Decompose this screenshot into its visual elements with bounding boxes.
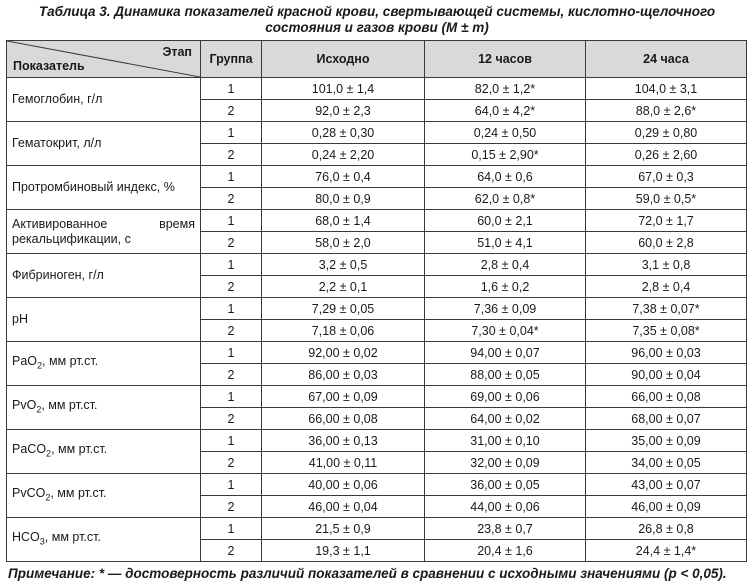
baseline-value: 2,2 ± 0,1 <box>262 276 425 298</box>
table-row <box>7 474 747 496</box>
baseline-value: 68,0 ± 1,4 <box>262 210 425 232</box>
group-cell: 2 <box>201 452 262 474</box>
value-12h: 69,00 ± 0,06 <box>425 386 586 408</box>
group-cell: 2 <box>201 276 262 298</box>
baseline-value: 19,3 ± 1,1 <box>262 540 425 562</box>
value-12h: 62,0 ± 0,8* <box>425 188 586 210</box>
caption-line-1: Таблица 3. Динамика показателей красной крови, свертывающей системы, кислотно-щелочного <box>38 4 716 19</box>
value-12h: 44,00 ± 0,06 <box>425 496 586 518</box>
group-cell: 2 <box>201 188 262 210</box>
value-24h: 66,00 ± 0,08 <box>586 386 747 408</box>
table-header <box>7 41 747 78</box>
baseline-value: 7,29 ± 0,05 <box>262 298 425 320</box>
value-12h: 64,00 ± 0,02 <box>425 408 586 430</box>
indicator-cell <box>7 474 201 518</box>
table-row <box>7 342 747 364</box>
value-24h: 3,1 ± 0,8 <box>586 254 747 276</box>
group-cell: 2 <box>201 320 262 342</box>
group-cell: 1 <box>201 78 262 100</box>
value-12h: 20,4 ± 1,6 <box>425 540 586 562</box>
indicator-unit: , мм рт.ст. <box>44 529 101 544</box>
value-24h: 34,00 ± 0,05 <box>586 452 747 474</box>
indicator-unit: , мм рт.ст. <box>42 353 99 368</box>
indicator-cell <box>7 254 201 298</box>
indicator-name: Активированное время рекальцификации, с <box>12 216 195 246</box>
group-cell: 2 <box>201 232 262 254</box>
value-12h: 51,0 ± 4,1 <box>425 232 586 254</box>
indicator-cell <box>7 210 201 254</box>
table-caption <box>0 4 754 36</box>
group-cell: 1 <box>201 166 262 188</box>
baseline-value: 67,00 ± 0,09 <box>262 386 425 408</box>
table-row <box>7 78 747 100</box>
indicator-unit: , мм рт.ст. <box>51 441 108 456</box>
baseline-value: 7,18 ± 0,06 <box>262 320 425 342</box>
value-12h: 0,24 ± 0,50 <box>425 122 586 144</box>
baseline-value: 76,0 ± 0,4 <box>262 166 425 188</box>
baseline-value: 92,00 ± 0,02 <box>262 342 425 364</box>
value-12h: 64,0 ± 4,2* <box>425 100 586 122</box>
group-cell: 1 <box>201 122 262 144</box>
baseline-value: 41,00 ± 0,11 <box>262 452 425 474</box>
baseline-value: 80,0 ± 0,9 <box>262 188 425 210</box>
header-row <box>7 41 747 78</box>
value-24h: 43,00 ± 0,07 <box>586 474 747 496</box>
header-indicator: Показатель <box>13 59 85 73</box>
value-12h: 1,6 ± 0,2 <box>425 276 586 298</box>
value-24h: 88,0 ± 2,6* <box>586 100 747 122</box>
baseline-value: 66,00 ± 0,08 <box>262 408 425 430</box>
table-row <box>7 386 747 408</box>
indicator-cell <box>7 298 201 342</box>
header-stage: Этап <box>162 45 192 59</box>
baseline-value: 40,00 ± 0,06 <box>262 474 425 496</box>
table-row <box>7 254 747 276</box>
table-note: Примечание: * — достоверность различий показателей в сравнении с исходными значениями (p < 0,05). <box>8 566 727 581</box>
value-24h: 46,00 ± 0,09 <box>586 496 747 518</box>
value-24h: 104,0 ± 3,1 <box>586 78 747 100</box>
value-24h: 72,0 ± 1,7 <box>586 210 747 232</box>
group-cell: 1 <box>201 386 262 408</box>
table-row <box>7 518 747 540</box>
group-cell: 1 <box>201 342 262 364</box>
table-row <box>7 298 747 320</box>
value-24h: 7,35 ± 0,08* <box>586 320 747 342</box>
baseline-value: 21,5 ± 0,9 <box>262 518 425 540</box>
value-12h: 32,00 ± 0,09 <box>425 452 586 474</box>
baseline-value: 86,00 ± 0,03 <box>262 364 425 386</box>
indicator-subscript: 3 <box>39 536 45 547</box>
header-baseline: Исходно <box>262 41 425 78</box>
baseline-value: 3,2 ± 0,5 <box>262 254 425 276</box>
table-row <box>7 430 747 452</box>
indicator-cell <box>7 518 201 562</box>
value-12h: 88,00 ± 0,05 <box>425 364 586 386</box>
group-cell: 1 <box>201 298 262 320</box>
table-row <box>7 166 747 188</box>
baseline-value: 101,0 ± 1,4 <box>262 78 425 100</box>
value-24h: 0,26 ± 2,60 <box>586 144 747 166</box>
indicator-cell <box>7 430 201 474</box>
indicator-subscript: 2 <box>46 448 52 459</box>
group-cell: 1 <box>201 254 262 276</box>
value-24h: 2,8 ± 0,4 <box>586 276 747 298</box>
indicator-cell <box>7 342 201 386</box>
baseline-value: 58,0 ± 2,0 <box>262 232 425 254</box>
group-cell: 1 <box>201 518 262 540</box>
indicator-name: PaCO <box>12 441 47 456</box>
caption-line-2: состояния и газов крови (М ± m) <box>265 20 489 35</box>
indicator-cell <box>7 386 201 430</box>
value-24h: 7,38 ± 0,07* <box>586 298 747 320</box>
data-table <box>6 40 747 562</box>
table-row <box>7 122 747 144</box>
indicator-cell <box>7 78 201 122</box>
baseline-value: 0,24 ± 2,20 <box>262 144 425 166</box>
indicator-name: Фибриноген, г/л <box>12 268 104 282</box>
group-cell: 1 <box>201 474 262 496</box>
group-cell: 2 <box>201 364 262 386</box>
indicator-name: PaO <box>12 353 38 368</box>
indicator-name: PvO <box>12 397 37 412</box>
indicator-subscript: 2 <box>36 404 42 415</box>
header-group: Группа <box>201 41 262 78</box>
indicator-subscript: 2 <box>45 492 51 503</box>
indicator-cell <box>7 122 201 166</box>
group-cell: 2 <box>201 144 262 166</box>
value-12h: 23,8 ± 0,7 <box>425 518 586 540</box>
value-24h: 59,0 ± 0,5* <box>586 188 747 210</box>
value-24h: 68,00 ± 0,07 <box>586 408 747 430</box>
value-24h: 67,0 ± 0,3 <box>586 166 747 188</box>
table-row <box>7 210 747 232</box>
value-12h: 7,36 ± 0,09 <box>425 298 586 320</box>
value-12h: 0,15 ± 2,90* <box>425 144 586 166</box>
baseline-value: 0,28 ± 0,30 <box>262 122 425 144</box>
indicator-name: Гематокрит, л/л <box>12 136 102 150</box>
indicator-name: HCO <box>12 529 40 544</box>
value-24h: 35,00 ± 0,09 <box>586 430 747 452</box>
group-cell: 2 <box>201 408 262 430</box>
value-12h: 36,00 ± 0,05 <box>425 474 586 496</box>
group-cell: 2 <box>201 540 262 562</box>
group-cell: 1 <box>201 210 262 232</box>
value-24h: 90,00 ± 0,04 <box>586 364 747 386</box>
value-12h: 31,00 ± 0,10 <box>425 430 586 452</box>
value-12h: 2,8 ± 0,4 <box>425 254 586 276</box>
value-12h: 60,0 ± 2,1 <box>425 210 586 232</box>
indicator-cell <box>7 166 201 210</box>
value-24h: 26,8 ± 0,8 <box>586 518 747 540</box>
baseline-value: 92,0 ± 2,3 <box>262 100 425 122</box>
value-24h: 24,4 ± 1,4* <box>586 540 747 562</box>
indicator-name: Протромбиновый индекс, % <box>12 180 175 194</box>
indicator-unit: , мм рт.ст. <box>50 485 107 500</box>
header-12h: 12 часов <box>425 41 586 78</box>
value-12h: 64,0 ± 0,6 <box>425 166 586 188</box>
indicator-name: PvCO <box>12 485 46 500</box>
group-cell: 1 <box>201 430 262 452</box>
group-cell: 2 <box>201 496 262 518</box>
value-24h: 60,0 ± 2,8 <box>586 232 747 254</box>
value-24h: 0,29 ± 0,80 <box>586 122 747 144</box>
group-cell: 2 <box>201 100 262 122</box>
value-12h: 7,30 ± 0,04* <box>425 320 586 342</box>
indicator-unit: , мм рт.ст. <box>41 397 98 412</box>
baseline-value: 46,00 ± 0,04 <box>262 496 425 518</box>
header-24h: 24 часа <box>586 41 747 78</box>
value-12h: 82,0 ± 1,2* <box>425 78 586 100</box>
indicator-name: Гемоглобин, г/л <box>12 92 103 106</box>
table-body <box>7 78 747 562</box>
indicator-subscript: 2 <box>37 360 43 371</box>
baseline-value: 36,00 ± 0,13 <box>262 430 425 452</box>
header-diagonal-cell <box>7 41 201 78</box>
value-24h: 96,00 ± 0,03 <box>586 342 747 364</box>
value-12h: 94,00 ± 0,07 <box>425 342 586 364</box>
indicator-name: pH <box>12 312 28 326</box>
